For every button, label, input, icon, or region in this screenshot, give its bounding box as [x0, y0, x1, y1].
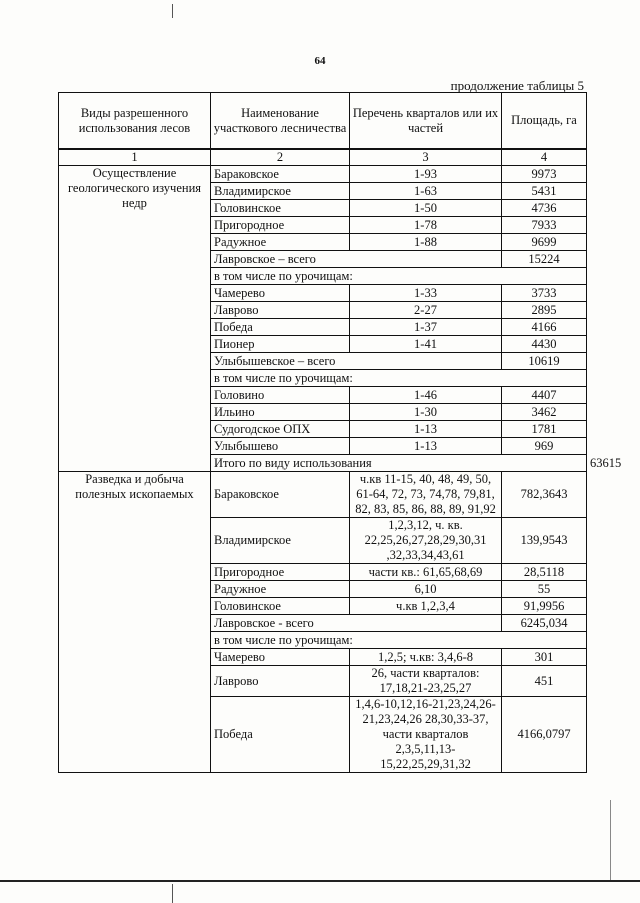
quarters-cell: 1-46: [350, 387, 502, 404]
quarters-cell: 1-13: [350, 438, 502, 455]
column-number: 4: [502, 149, 587, 166]
quarters-cell: 1-93: [350, 166, 502, 183]
forestry-name: Радужное: [211, 234, 350, 251]
area-cell: 3733: [502, 285, 587, 302]
use-type-cell: Разведка и добыча полезных ископаемых: [59, 472, 211, 773]
tract-name: Пионер: [211, 336, 350, 353]
column-number-row: [59, 149, 587, 166]
scan-mark-bottom: [172, 884, 173, 903]
area-cell: 91,9956: [502, 598, 587, 615]
tract-name: Ильино: [211, 404, 350, 421]
column-number: 1: [59, 149, 211, 166]
area-cell: 4430: [502, 336, 587, 353]
area-cell: 301: [502, 649, 587, 666]
tract-name: Улыбышево: [211, 438, 350, 455]
quarters-cell: 1-30: [350, 404, 502, 421]
quarters-cell: 2-27: [350, 302, 502, 319]
forestry-name: Пригородное: [211, 564, 350, 581]
tract-name: Чамерево: [211, 649, 350, 666]
header-use-type: Виды разрешенного использования лесов: [59, 93, 211, 150]
quarters-cell: 26, части кварталов: 17,18,21-23,25,27: [350, 666, 502, 697]
page-number: 64: [314, 55, 326, 67]
header-row: [59, 93, 587, 150]
table-continuation-label: продолжение таблицы 5: [450, 78, 584, 93]
quarters-cell: 1-88: [350, 234, 502, 251]
column-number: 3: [350, 149, 502, 166]
area-cell: 28,5118: [502, 564, 587, 581]
total-label: Итого по виду использования: [211, 455, 587, 472]
area-cell: 4736: [502, 200, 587, 217]
area-cell: 9699: [502, 234, 587, 251]
area-cell: 451: [502, 666, 587, 697]
column-number: 2: [211, 149, 350, 166]
quarters-cell: ч.кв 11-15, 40, 48, 49, 50, 61-64, 72, 73, 74,78, 79,81, 82, 83, 85, 86, 88, 89, 91,92: [350, 472, 502, 518]
area-cell: 4166: [502, 319, 587, 336]
area-cell: 5431: [502, 183, 587, 200]
tract-name: Победа: [211, 319, 350, 336]
header-area: Площадь, га: [502, 93, 587, 150]
tract-name: Лаврово: [211, 666, 350, 697]
forestry-name: Владимирское: [211, 183, 350, 200]
scan-mark-top: [172, 4, 173, 18]
area-cell: 7933: [502, 217, 587, 234]
subheading-label: в том числе по урочищам:: [211, 268, 587, 285]
header-forestry-name: Наименование участкового лесничества: [211, 93, 350, 150]
forestry-name: Владимирское: [211, 518, 350, 564]
header-quarters-list: Перечень кварталов или их частей: [350, 93, 502, 150]
tract-name: Победа: [211, 697, 350, 773]
quarters-cell: 1-37: [350, 319, 502, 336]
area-cell: 4166,0797: [502, 697, 587, 773]
subheading-label: в том числе по урочищам:: [211, 632, 587, 649]
quarters-cell: 1-41: [350, 336, 502, 353]
forestry-name: Бараковское: [211, 166, 350, 183]
subtotal-label: Улыбышевское – всего: [211, 353, 502, 370]
subheading-label: в том числе по урочищам:: [211, 370, 587, 387]
area-cell: 3462: [502, 404, 587, 421]
subtotal-area: 10619: [502, 353, 587, 370]
quarters-cell: 6,10: [350, 581, 502, 598]
total-row: Итого по виду использования 63615: [59, 455, 587, 472]
area-cell: 1781: [502, 421, 587, 438]
table-row: [59, 472, 587, 518]
forestry-name: Пригородное: [211, 217, 350, 234]
quarters-cell: 1,2,3,12, ч. кв. 22,25,26,27,28,29,30,31 ,32,33,34,43,61: [350, 518, 502, 564]
area-cell: 139,9543: [502, 518, 587, 564]
quarters-cell: 1-33: [350, 285, 502, 302]
area-cell: 4407: [502, 387, 587, 404]
tract-name: Судогодское ОПХ: [211, 421, 350, 438]
area-cell: 782,3643: [502, 472, 587, 518]
area-cell: 969: [502, 438, 587, 455]
scan-line: [0, 880, 640, 882]
quarters-cell: 1-50: [350, 200, 502, 217]
tract-name: Чамерево: [211, 285, 350, 302]
forestry-name: Бараковское: [211, 472, 350, 518]
scan-edge: [610, 800, 611, 880]
quarters-cell: 1-13: [350, 421, 502, 438]
quarters-cell: 1,4,6-10,12,16-21,23,24,26-21,23,24,26 28,30,33-37, части кварталов 2,3,5,11,13-15,22,25,29,31,32: [350, 697, 502, 773]
forest-use-table: [58, 92, 622, 773]
subtotal-label: Лавровское – всего: [211, 251, 502, 268]
subtotal-area: 6245,034: [502, 615, 587, 632]
area-cell: 55: [502, 581, 587, 598]
forestry-name: Головинское: [211, 598, 350, 615]
quarters-cell: 1,2,5; ч.кв: 3,4,6-8: [350, 649, 502, 666]
subtotal-label: Лавровское - всего: [211, 615, 502, 632]
quarters-cell: части кв.: 61,65,68,69: [350, 564, 502, 581]
tract-name: Лаврово: [211, 302, 350, 319]
area-cell: 9973: [502, 166, 587, 183]
table-row: [59, 166, 587, 183]
subtotal-area: 15224: [502, 251, 587, 268]
tract-name: Головино: [211, 387, 350, 404]
quarters-cell: ч.кв 1,2,3,4: [350, 598, 502, 615]
quarters-cell: 1-63: [350, 183, 502, 200]
use-type-cell: Осуществление геологического изучения недр: [59, 166, 211, 472]
quarters-cell: 1-78: [350, 217, 502, 234]
forestry-name: Головинское: [211, 200, 350, 217]
area-cell: 2895: [502, 302, 587, 319]
forestry-name: Радужное: [211, 581, 350, 598]
